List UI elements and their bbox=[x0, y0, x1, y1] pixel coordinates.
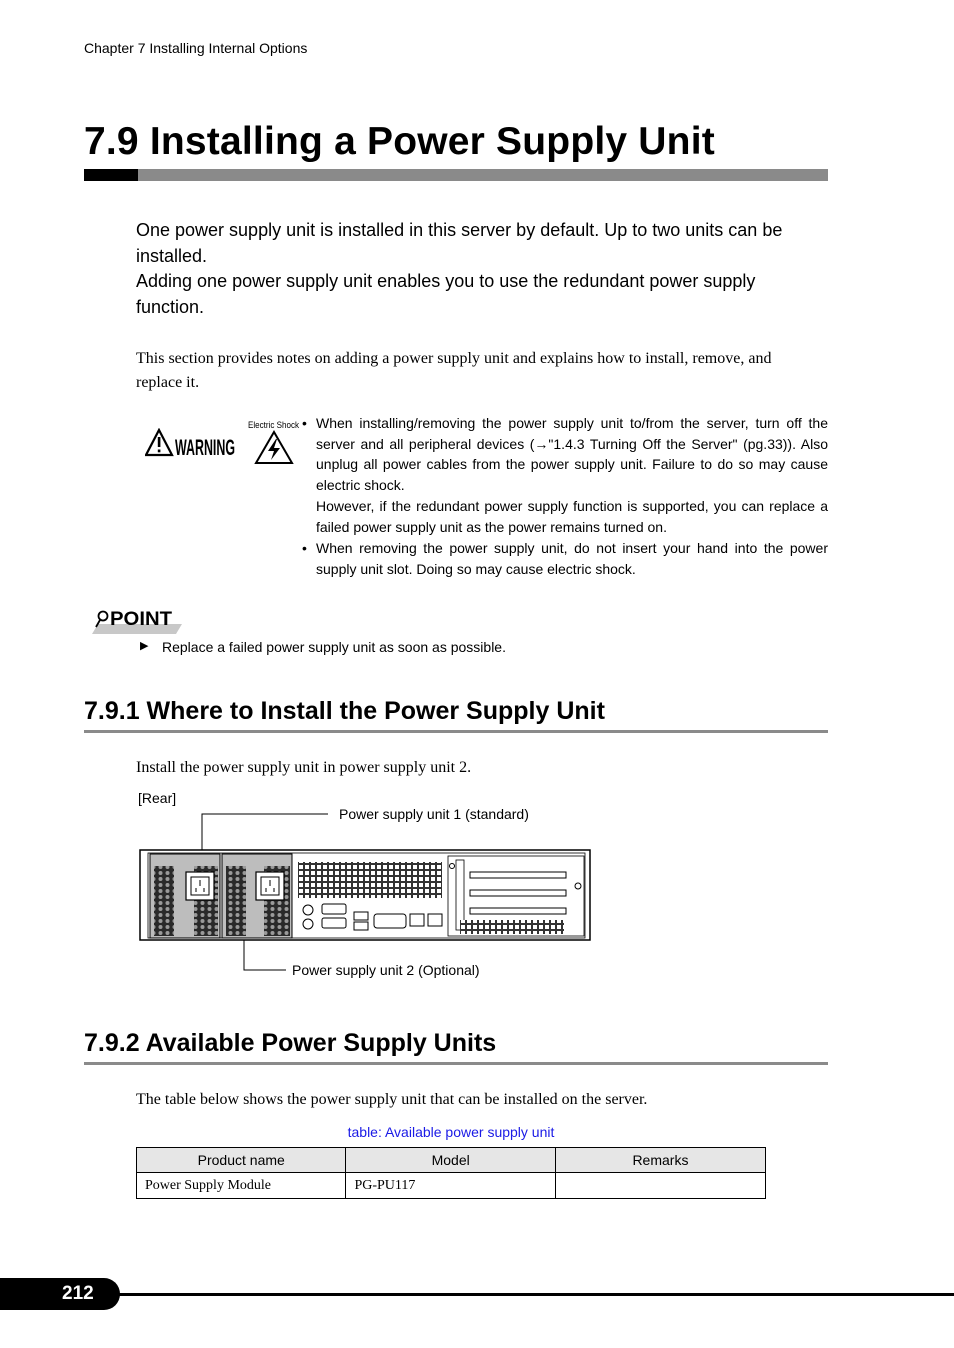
power-supply-table bbox=[136, 1147, 766, 1199]
bullet: • bbox=[302, 415, 307, 431]
page-number: 212 bbox=[62, 1283, 94, 1304]
warning-item-text: When removing the power supply unit, do not insert your hand into the power supply unit slot. Doing so may cause electric shock. bbox=[316, 540, 828, 577]
point-item-text: Replace a failed power supply unit as soon as possible. bbox=[162, 639, 506, 655]
table-header-cell: Model bbox=[346, 1148, 555, 1173]
server-rear-diagram bbox=[136, 810, 596, 978]
section-heading-7-9-2: 7.9.2 Available Power Supply Units bbox=[84, 1029, 497, 1057]
warning-item bbox=[302, 413, 828, 537]
table-header-row bbox=[137, 1148, 766, 1173]
intro-paragraph-1: One power supply unit is installed in this server by default. Up to two units can be installed. bbox=[136, 220, 783, 266]
figure-rear-label: [Rear] bbox=[138, 790, 177, 806]
chapter-header: Chapter 7 Installing Internal Options bbox=[84, 40, 308, 56]
psu2-callout-label: Power supply unit 2 (Optional) bbox=[292, 962, 480, 978]
point-item bbox=[140, 639, 506, 655]
title-underline-bar bbox=[84, 169, 828, 181]
section-rule bbox=[84, 730, 828, 733]
point-icon bbox=[90, 606, 184, 636]
triangle-bullet-icon: ▶ bbox=[140, 640, 149, 652]
table-cell: PG-PU117 bbox=[346, 1173, 555, 1199]
section-text: The table below shows the power supply unit that can be installed on the server. bbox=[136, 1091, 648, 1108]
table-header-cell: Remarks bbox=[555, 1148, 765, 1173]
table-cell: Power Supply Module bbox=[137, 1173, 346, 1199]
point-label: POINT bbox=[110, 609, 173, 630]
warning-list bbox=[302, 413, 828, 580]
intro-block bbox=[136, 218, 826, 320]
warning-item-text-2: However, if the redundant power supply function is supported, you can replace a failed power supply unit as the power remains turned on. bbox=[316, 497, 828, 535]
table-row bbox=[137, 1173, 766, 1199]
point-list bbox=[140, 639, 506, 655]
intro-paragraph-2: Adding one power supply unit enables you to use the redundant power supply function. bbox=[136, 271, 756, 317]
warning-icon bbox=[145, 428, 237, 460]
bullet: • bbox=[302, 540, 307, 557]
table-caption: table: Available power supply unit bbox=[347, 1124, 555, 1140]
section-text: Install the power supply unit in power supply unit 2. bbox=[136, 759, 472, 776]
section-rule bbox=[84, 1062, 828, 1065]
section-heading-7-9-1: 7.9.1 Where to Install the Power Supply Unit bbox=[84, 697, 605, 725]
footer-rule bbox=[100, 1293, 954, 1296]
psu1-callout-label: Power supply unit 1 (standard) bbox=[339, 806, 529, 822]
electric-shock-caption: Electric Shock bbox=[248, 420, 300, 431]
table-cell bbox=[555, 1173, 765, 1199]
warning-label: WARNING bbox=[175, 435, 235, 460]
page-title: 7.9 Installing a Power Supply Unit bbox=[84, 120, 715, 163]
section-description: This section provides notes on adding a power supply unit and explains how to install, remove, and replace it. bbox=[136, 350, 772, 391]
table-header-cell: Product name bbox=[137, 1148, 346, 1173]
electric-shock-icon bbox=[246, 418, 302, 468]
page-number-tab bbox=[0, 1278, 120, 1310]
warning-item bbox=[302, 538, 828, 579]
warning-item-text: When installing/removing the power supply unit to/from the server, turn off the server and all peripheral devices (→"1.4.3 Turning Off the Server" (pg.33)). Also unplug all power cables from the power supply unit. Failure to do so may cause electric shock. bbox=[316, 415, 828, 494]
